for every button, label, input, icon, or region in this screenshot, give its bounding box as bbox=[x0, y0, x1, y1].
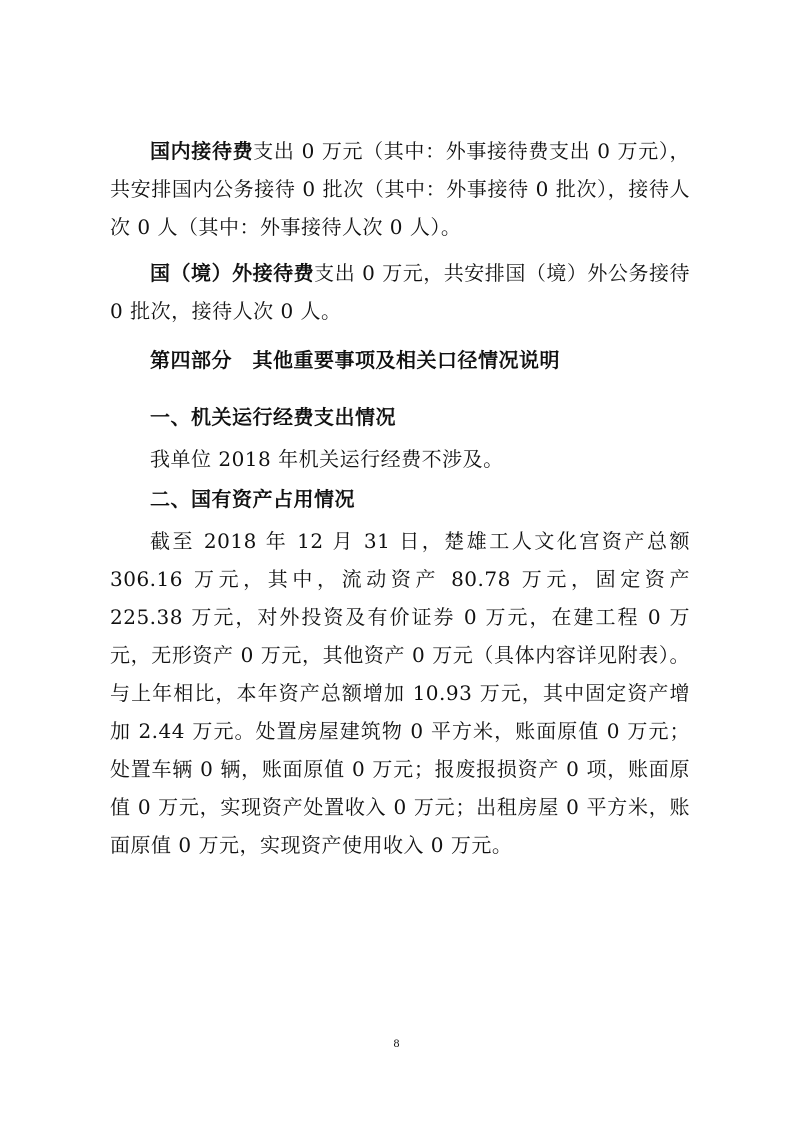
page-number: 8 bbox=[393, 1036, 400, 1050]
domestic-reception-label: 国内接待费 bbox=[150, 139, 254, 163]
foreign-reception-text: 支出 0 万元，共安排国（境）外公务接待 0 批次，接待人次 0 人。 bbox=[110, 261, 690, 323]
domestic-reception-paragraph bbox=[110, 132, 690, 246]
foreign-reception-label: 国（境）外接待费 bbox=[150, 261, 315, 285]
part-four-title: 第四部分 其他重要事项及相关口径情况说明 bbox=[150, 348, 560, 372]
domestic-reception-text: 支出 0 万元（其中：外事接待费支出 0 万元），共安排国内公务接待 0 批次（其中：外事接待 0 批次），接待人次 0 人（其中：外事接待人次 0 人）。 bbox=[110, 139, 690, 239]
section-two-heading: 二、国有资产占用情况 bbox=[150, 487, 355, 511]
section-one-heading: 一、机关运行经费支出情况 bbox=[150, 405, 396, 429]
section-one-text: 我单位 2018 年机关运行经费不涉及。 bbox=[150, 447, 504, 471]
foreign-reception-paragraph bbox=[110, 254, 690, 330]
section-two-text: 截至 2018 年 12 月 31 日，楚雄工人文化宫资产总额 306.16 万元，其中，流动资产 80.78 万元，固定资产 225.38 万元，对外投资及有价证券 0 万元，在建工程 0 万元，无形资产 0 万元，其他资产 0 万元（具体内容详见附表）。与上年相比，本年资产总额增加 10.93 万元，其中固定资产增加 2.44 万元。处置房屋建筑物 0 平方米，账面原值 0 万元；处置车辆 0 辆，账面原值 0 万元；报废报损资产 0 项，账面原值 0 万元，实现资产处置收入 0 万元；出租房屋 0 平方米，账面原值 0 万元，实现资产使用收入 0 万元。 bbox=[110, 529, 690, 857]
